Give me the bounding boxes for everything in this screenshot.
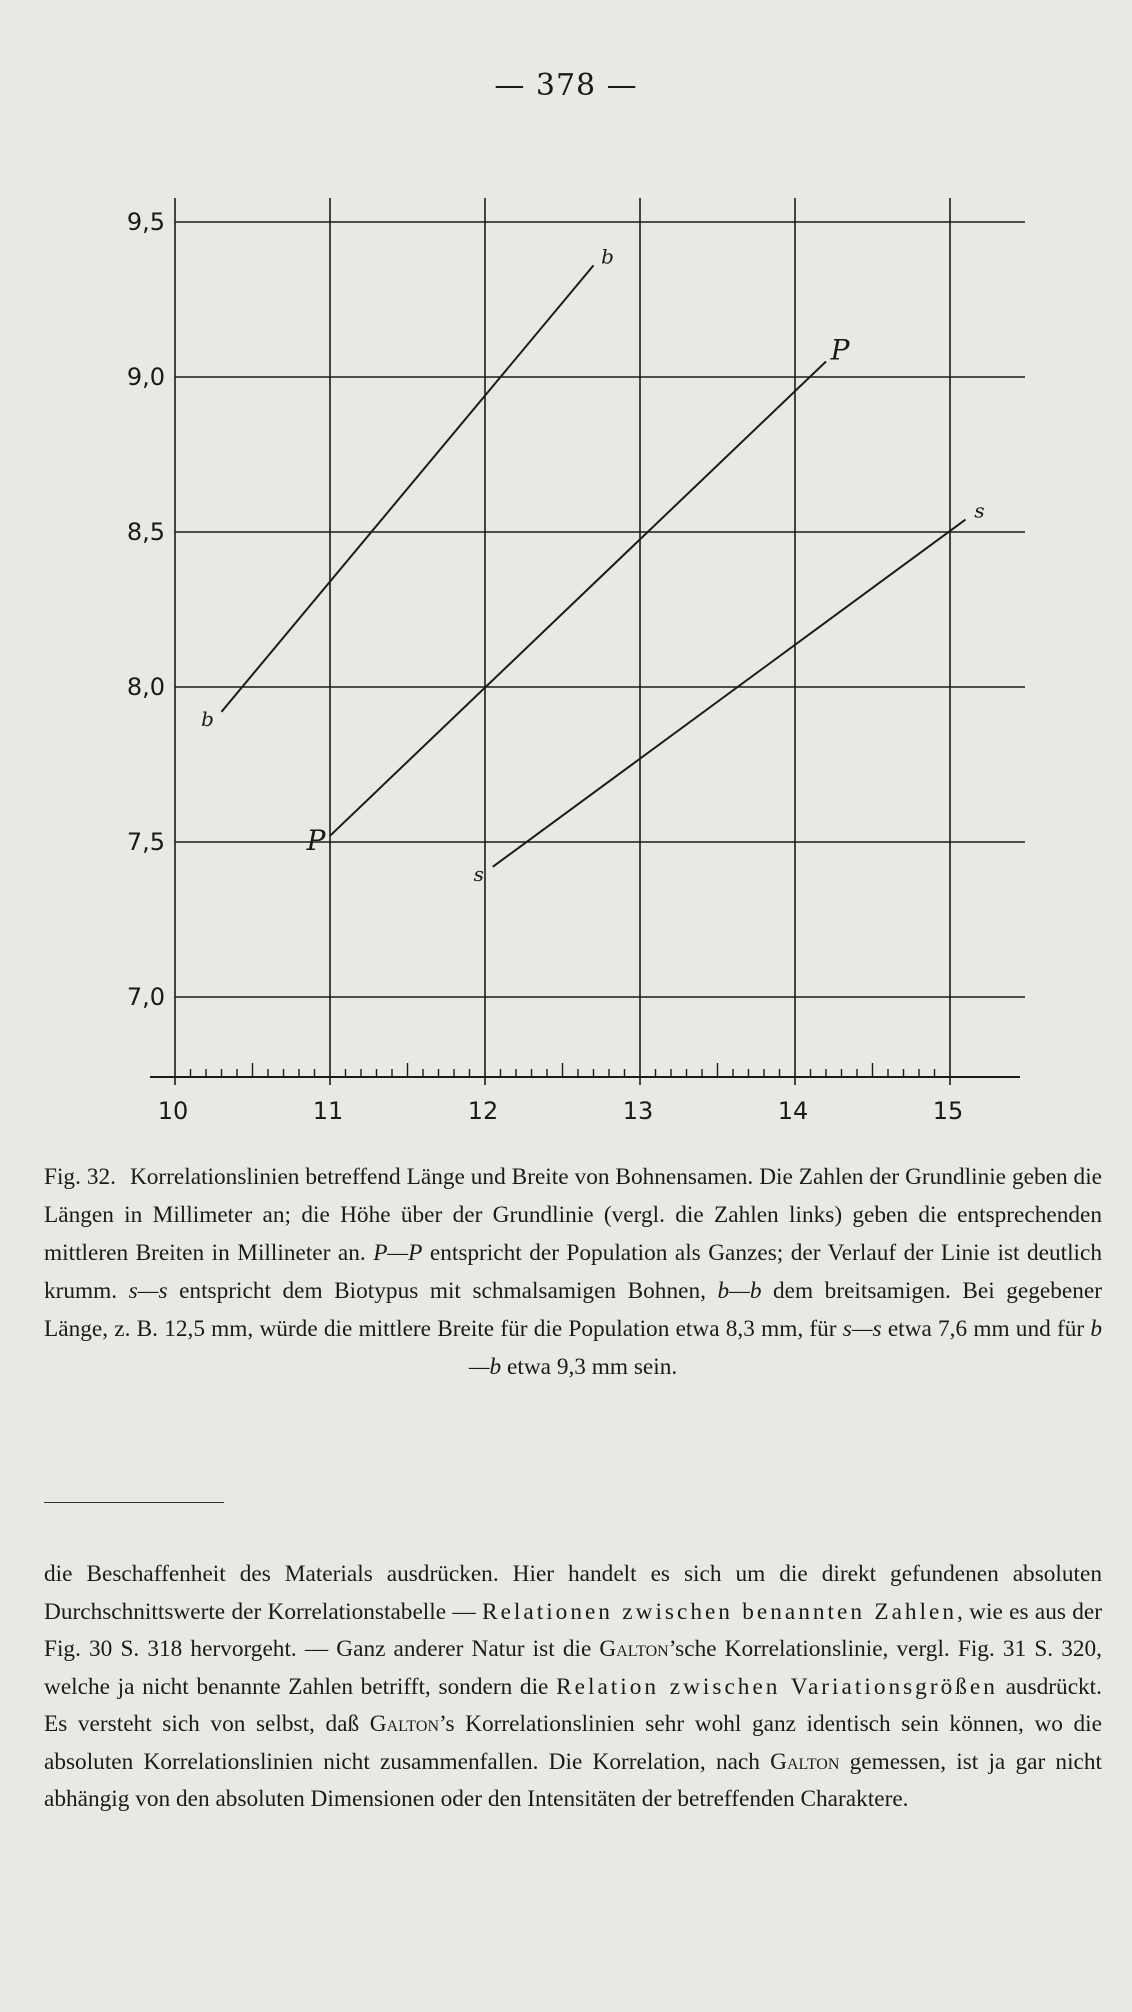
caption-text: etwa 7,6 mm und für bbox=[881, 1316, 1091, 1342]
footnote-divider bbox=[44, 1502, 224, 1503]
x-tick-label: 11 bbox=[312, 1097, 344, 1125]
footnote-segment: ausdrückt. Es versteht sich von selbst, daß bbox=[44, 1673, 1102, 1737]
caption-text: etwa 9,3 mm sein. bbox=[501, 1354, 678, 1380]
caption-symbol-bb: b—b bbox=[468, 1316, 1102, 1380]
caption-text: entspricht dem Biotypus mit schmalsamigen Bohnen, bbox=[167, 1278, 718, 1304]
author-name: Galton bbox=[770, 1748, 840, 1775]
caption-symbol-pp: P—P bbox=[373, 1240, 423, 1266]
x-tick-label: 15 bbox=[932, 1097, 964, 1125]
series-line-b bbox=[222, 265, 594, 711]
series-start-mark-b: b bbox=[201, 706, 214, 731]
footnote-text bbox=[44, 1556, 1102, 1819]
author-name: Galton bbox=[369, 1711, 440, 1737]
footnote-emphasis: Relationen zwischen benannten Zahlen bbox=[482, 1598, 958, 1625]
footnote-emphasis: Relation zwischen Variationsgrößen bbox=[556, 1673, 998, 1700]
y-tick-label: 9,0 bbox=[126, 363, 166, 391]
caption-symbol-bb: b—b bbox=[717, 1278, 762, 1304]
series-end-mark-P: P bbox=[830, 333, 850, 367]
series-end-mark-b: b bbox=[601, 244, 614, 269]
x-tick-label: 14 bbox=[777, 1097, 809, 1125]
series-start-mark-s: s bbox=[473, 861, 484, 886]
figure-caption bbox=[44, 1158, 1102, 1386]
y-tick-label: 7,5 bbox=[126, 828, 166, 856]
caption-figure-label: Fig. 32. bbox=[44, 1164, 116, 1190]
caption-text: dem breitsamigen. Bei gegebener Länge, z. B. 12,5 mm, würde die mittlere Breite für die Population etwa 8,3 mm, für bbox=[44, 1278, 1102, 1342]
x-tick-label: 12 bbox=[467, 1097, 499, 1125]
caption-text: Korrelationslinien betreffend Länge und Breite von Bohnensamen. Die Zahlen der Grundlinie geben die Längen in Millimeter an; die Höhe über der Grundlinie (vergl. die Zahlen links) geben die entsprechenden mittleren Breiten in Millineter an. bbox=[44, 1164, 1103, 1266]
series-line-P bbox=[330, 362, 826, 836]
correlation-chart bbox=[120, 180, 1040, 1130]
caption-symbol-ss: s—s bbox=[842, 1316, 882, 1342]
footnote-segment: ’sche Korrelationslinie, vergl. Fig. 31 S. 320, welche ja nicht benannte Zahlen betrifft, sondern die bbox=[44, 1636, 1102, 1700]
footnote-segment: , wie es aus der Fig. 30 S. 318 hervorgeht. — Ganz anderer Natur ist die bbox=[44, 1598, 1102, 1662]
y-tick-label: 9,5 bbox=[126, 208, 166, 236]
footnote-segment: die Beschaffenheit des Materials ausdrücken. Hier handelt es sich um die direkt gefundenen absoluten Durchschnittswerte der Korrelationstabelle — bbox=[44, 1561, 1102, 1625]
footnote-segment: ’s Korrelationslinien sehr wohl ganz identisch sein können, wo die absoluten Korrelationslinien nicht zusammenfallen. Die Korrelation, nach bbox=[44, 1711, 1102, 1775]
x-tick-label: 13 bbox=[622, 1097, 654, 1125]
y-tick-label: 7,0 bbox=[126, 983, 166, 1011]
footnote-segment: gemessen, ist ja gar nicht abhängig von den absoluten Dimensionen oder den Intensitäten der betreffenden Charaktere. bbox=[44, 1748, 1103, 1812]
caption-text: entspricht der Population als Ganzes; der Verlauf der Linie ist deutlich krumm. bbox=[44, 1240, 1103, 1304]
page-number: — 378 — bbox=[494, 68, 638, 103]
caption-symbol-ss: s—s bbox=[128, 1278, 168, 1304]
x-tick-label: 10 bbox=[157, 1097, 189, 1125]
series-end-mark-s: s bbox=[974, 498, 985, 523]
y-tick-label: 8,0 bbox=[126, 673, 166, 701]
y-tick-label: 8,5 bbox=[126, 518, 166, 546]
correlation-figure bbox=[120, 180, 1040, 1130]
author-name: Galton bbox=[599, 1636, 669, 1662]
series-line-s bbox=[493, 520, 966, 867]
series-start-mark-P: P bbox=[306, 823, 326, 857]
